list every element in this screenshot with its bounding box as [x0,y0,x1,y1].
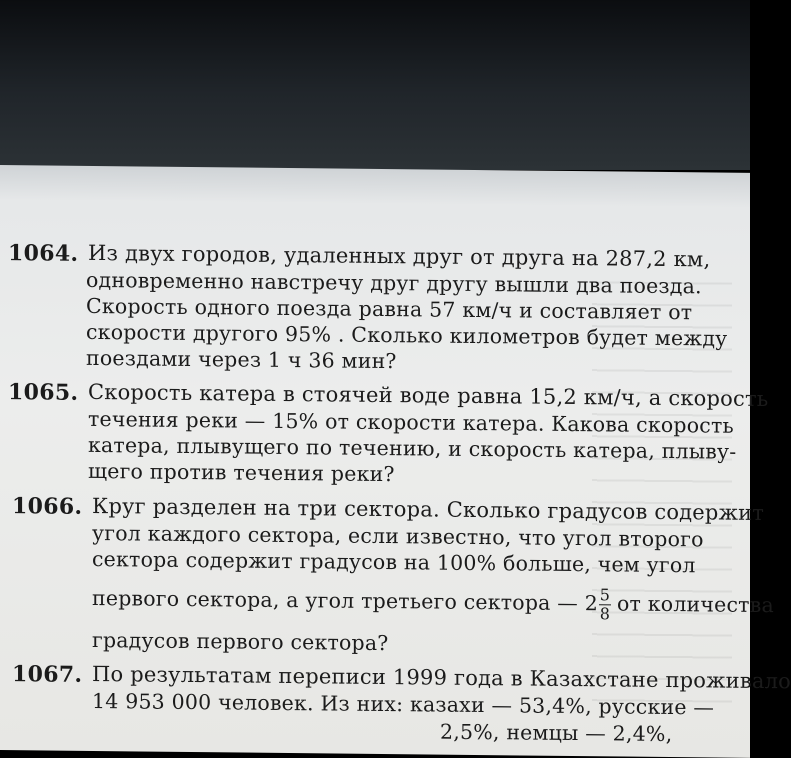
problem-line: Из двух городов, удаленных друг от друга на 287,2 км, [88,240,711,272]
problem-line-text: от количества [616,591,774,618]
problem-line-text: первого сектора, а угол третьего сектора — 2 [92,585,598,616]
problem-line: течения реки — 15% от скорости катера. Какова скорость [88,406,734,438]
problem-line: Скорость катера в стоячей воде равна 15,2 км/ч, а скорость [88,379,769,412]
problem-line: катера, плывущего по течению, и скорость катера, плыву- [88,432,737,464]
problem-line: градусов первого сектора? [92,627,389,656]
problem-line: сектора содержит градусов на 100% больше, чем угол [92,546,696,578]
problem-number: 1065. [8,379,79,406]
problem-line: скорости другого 95% . Сколько километров будет между [86,319,728,351]
problem-line: 14 953 000 человек. Из них: казахи — 53,4%, русские — [92,688,715,720]
problem-line: По результатам переписи 1999 года в Казахстане проживало [92,661,791,694]
fraction-denominator: 8 [599,604,611,624]
problem-line: одновременно навстречу друг другу вышли два поезда. [86,267,702,299]
problem-line-with-fraction [92,582,774,624]
problem-line: поездами через 1 ч 36 мин? [86,345,397,374]
problem-number: 1067. [12,661,83,688]
fraction-numerator: 5 [599,585,611,605]
problem-number: 1064. [8,240,79,267]
problem-number: 1066. [12,493,83,520]
problem-line: Скорость одного поезда равна 57 км/ч и составляет от [86,293,693,325]
textbook-page [0,165,791,758]
mixed-number-fraction [599,587,611,622]
background-surface [0,0,750,170]
problem-line: щего против течения реки? [88,458,395,487]
problem-line: Круг разделен на три сектора. Сколько градусов содержит [92,493,765,526]
problem-line: 2,5%, немцы — 2,4%, [440,719,673,747]
problem-line: угол каждого сектора, если известно, что угол второго [92,520,704,552]
